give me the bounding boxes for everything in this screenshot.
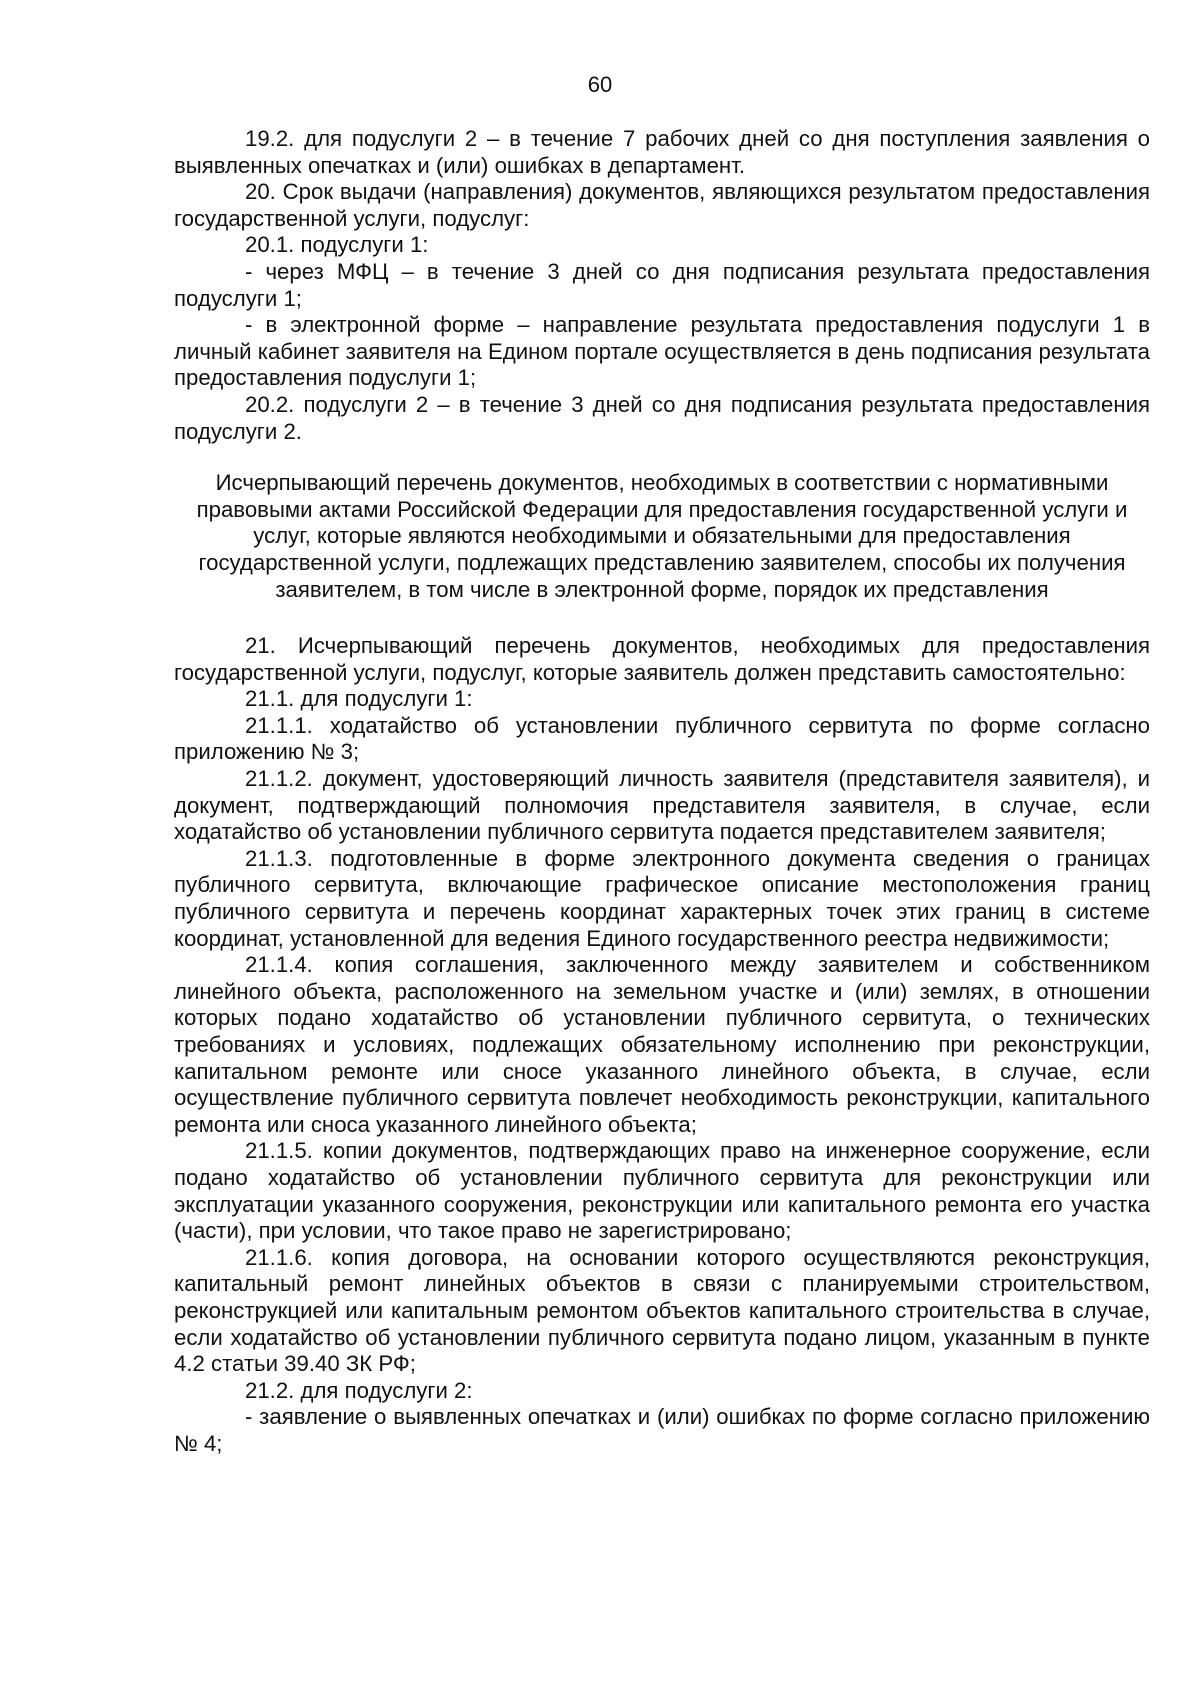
paragraph-21-1-4: 21.1.4. копия соглашения, заключенного между заявителем и собственником линейного объекта, расположенного на земельном участке и (или) землях, в отношении которых подано ходатайство об установлении публичного сервитута, о технических требованиях и условиях, подлежащих обязательному исполнению при реконструкции, капитальном ремонте или сносе указанного линейного объекта, в случае, если осуществление публичного сервитута повлечет необходимость реконструкции, капитального ремонта или сноса указанного линейного объекта; [174,952,1150,1137]
paragraph-20: 20. Срок выдачи (направления) документов, являющихся результатом предоставления государственной услуги, подуслуг: [174,179,1150,231]
page-number: 60 [587,72,613,97]
paragraph-20-1-electronic: - в электронной форме – направление результата предоставления подуслуги 1 в личный кабинет заявителя на Едином портале осуществляется в день подписания результата предоставления подуслуги 1; [174,312,1150,391]
paragraph-20-1-mfc: - через МФЦ – в течение 3 дней со дня подписания результата предоставления подуслуги 1; [174,258,1150,311]
paragraph-21-1-6: 21.1.6. копия договора, на основании которого осуществляются реконструкция, капитальный ремонт линейных объектов в связи с планируемыми строительством, реконструкцией или капитальным ремонтом объектов капитального строительства в случае, если ходатайство об установлении публичного сервитута подано лицом, указанным в пункте 4.2 статьи 39.40 ЗК РФ; [174,1244,1150,1377]
document-body [174,126,1150,1458]
paragraph-20-1: 20.1. подуслуги 1: [245,232,429,258]
paragraph-21-1: 21.1. для подуслуги 1: [245,686,473,712]
paragraph-21-1-5: 21.1.5. копии документов, подтверждающих право на инженерное сооружение, если подано ходатайство об установлении публичного сервитута для реконструкции или эксплуатации указанного сооружения, реконструкции или капитального ремонта его участка (части), при условии, что такое право не зарегистрировано; [174,1138,1150,1244]
paragraph-19-2: 19.2. для подуслуги 2 – в течение 7 рабочих дней со дня поступления заявления о выявленных опечатках и (или) ошибках в департамент. [174,126,1150,178]
paragraph-21-1-1: 21.1.1. ходатайство об установлении публичного сервитута по форме согласно приложению № 3; [174,712,1150,765]
section-heading: Исчерпывающий перечень документов, необходимых в соответствии с нормативными правовыми актами Российской Федерации для предоставления государственной услуги и услуг, которые являются необходимыми и обязательными для предоставления государственной услуги, подлежащих представлению заявителем, способы их получения заявителем, в том числе в электронной форме, порядок их представления [196,470,1128,602]
paragraph-21-1-3: 21.1.3. подготовленные в форме электронного документа сведения о границах публичного сервитута, включающие графическое описание местоположения границ публичного сервитута и перечень координат характерных точек этих границ в системе координат, установленной для ведения Единого государственного реестра недвижимости; [174,845,1150,951]
paragraph-21-1-2: 21.1.2. документ, удостоверяющий личность заявителя (представителя заявителя), и документ, подтверждающий полномочия представителя заявителя, в случае, если ходатайство об установлении публичного сервитута подается представителем заявителя; [174,766,1150,845]
paragraph-21-2: 21.2. для подуслуги 2: [245,1377,473,1403]
paragraph-20-2: 20.2. подуслуги 2 – в течение 3 дней со дня подписания результата предоставления подуслуги 2. [174,391,1150,444]
paragraph-21-2-statement: - заявление о выявленных опечатках и (или) ошибках по форме согласно приложению № 4; [174,1404,1150,1456]
paragraph-21: 21. Исчерпывающий перечень документов, необходимых для предоставления государственной услуги, подуслуг, которые заявитель должен представить самостоятельно: [174,633,1150,685]
